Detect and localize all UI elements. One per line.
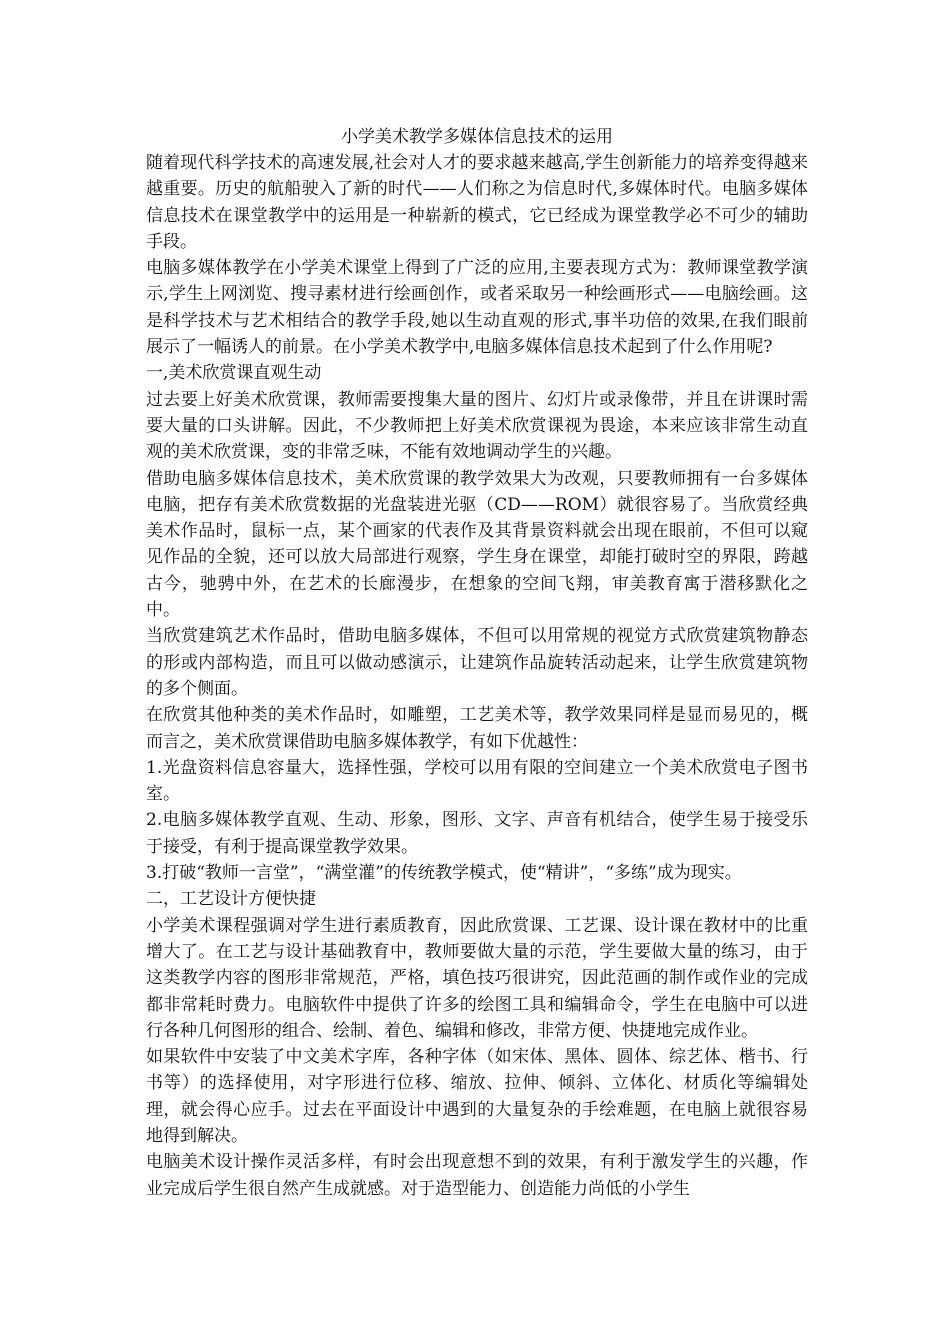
list-item-2: 2.电脑多媒体教学直观、生动、形象，图形、文字、声音有机结合，使学生易于接受乐于接受，有利于提高课堂教学效果。 [146,810,808,857]
paragraph: 当欣赏建筑艺术作品时，借助电脑多媒体，不但可以用常规的视觉方式欣赏建筑物静态的形或内部构造，而且可以做动感演示，让建筑作品旋转活动起来，让学生欣赏建筑物的多个侧面。 [146,626,808,699]
list-item-1: 1.光盘资料信息容量大，选择性强，学校可以用有限的空间建立一个美术欣赏电子图书室。 [146,757,808,805]
paragraph-intro-1: 随着现代科学技术的高速发展,社会对人才的要求越来越高,学生创新能力的培养变得越来越重要。历史的航船驶入了新的时代——人们称之为信息时代,多媒体时代。电脑多媒体信息技术在课堂教学中的运用是一种崭新的模式，它已经成为课堂教学必不可少的辅助手段。 [146,153,808,252]
list-item-3: 3.打破“教师一言堂”，“满堂灌”的传统教学模式，使“精讲”，“多练”成为现实。 [146,863,742,884]
section-heading-2: 二，工艺设计方便快捷 [146,889,316,910]
paragraph: 电脑美术设计操作灵活多样，有时会出现意想不到的效果，有利于激发学生的兴趣，作业完成后学生很自然产生成就感。对于造型能力、创造能力尚低的小学生 [146,1152,808,1199]
paragraph: 借助电脑多媒体信息技术，美术欣赏课的教学效果大为改观，只要教师拥有一台多媒体电脑，把存有美术欣赏数据的光盘装进光驱（CD——ROM）就很容易了。当欣赏经典美术作品时，鼠标一点，某个画家的代表作及其背景资料就会出现在眼前，不但可以窥见作品的全貌，还可以放大局部进行观察，学生身在课堂，却能打破时空的界限，跨越古今，驰骋中外，在艺术的长廊漫步，在想象的空间飞翔，审美教育寓于潜移默化之中。 [146,468,808,621]
paragraph: 小学美术课程强调对学生进行素质教育，因此欣赏课、工艺课、设计课在教材中的比重增大了。在工艺与设计基础教育中，教师要做大量的示范，学生要做大量的练习，由于这类教学内容的图形非常规范，严格，填色技巧很讲究，因此范画的制作或作业的完成都非常耗时费力。电脑软件中提供了许多的绘图工具和编辑命令，学生在电脑中可以进行各种几何图形的组合、绘制、着色、编辑和修改，非常方便、快捷地完成作业。 [146,915,808,1041]
section-heading-1: 一,美术欣赏课直观生动 [146,363,322,384]
paragraph: 过去要上好美术欣赏课，教师需要搜集大量的图片、幻灯片或录像带，并且在讲课时需要大量的口头讲解。因此，不少教师把上好美术欣赏课视为畏途，本来应该非常生动直观的美术欣赏课，变的非常乏味，不能有效地调动学生的兴趣。 [146,389,808,463]
paragraph-intro-2: 电脑多媒体教学在小学美术课堂上得到了广泛的应用,主要表现方式为：教师课堂教学演示,学生上网浏览、搜寻素材进行绘画创作，或者采取另一种绘画形式——电脑绘画。这是科学技术与艺术相结合的教学手段,她以生动直观的形式,事半功倍的效果,在我们眼前展示了一幅诱人的前景。在小学美术教学中,电脑多媒体信息技术起到了什么作用呢? [146,258,808,358]
paragraph: 在欣赏其他种类的美术作品时，如雕塑，工艺美术等，教学效果同样是显而易见的，概而言之，美术欣赏课借助电脑多媒体教学，有如下优越性： [146,705,808,752]
document-page [146,124,808,1202]
document-title: 小学美术教学多媒体信息技术的运用 [341,127,613,147]
paragraph: 如果软件中安装了中文美术字库，各种字体（如宋体、黑体、圆体、综艺体、楷书、行书等）的选择使用，对字形进行位移、缩放、拉伸、倾斜、立体化、材质化等编辑处理，就会得心应手。过去在平面设计中遇到的大量复杂的手绘难题，在电脑上就很容易地得到解决。 [146,1047,808,1146]
